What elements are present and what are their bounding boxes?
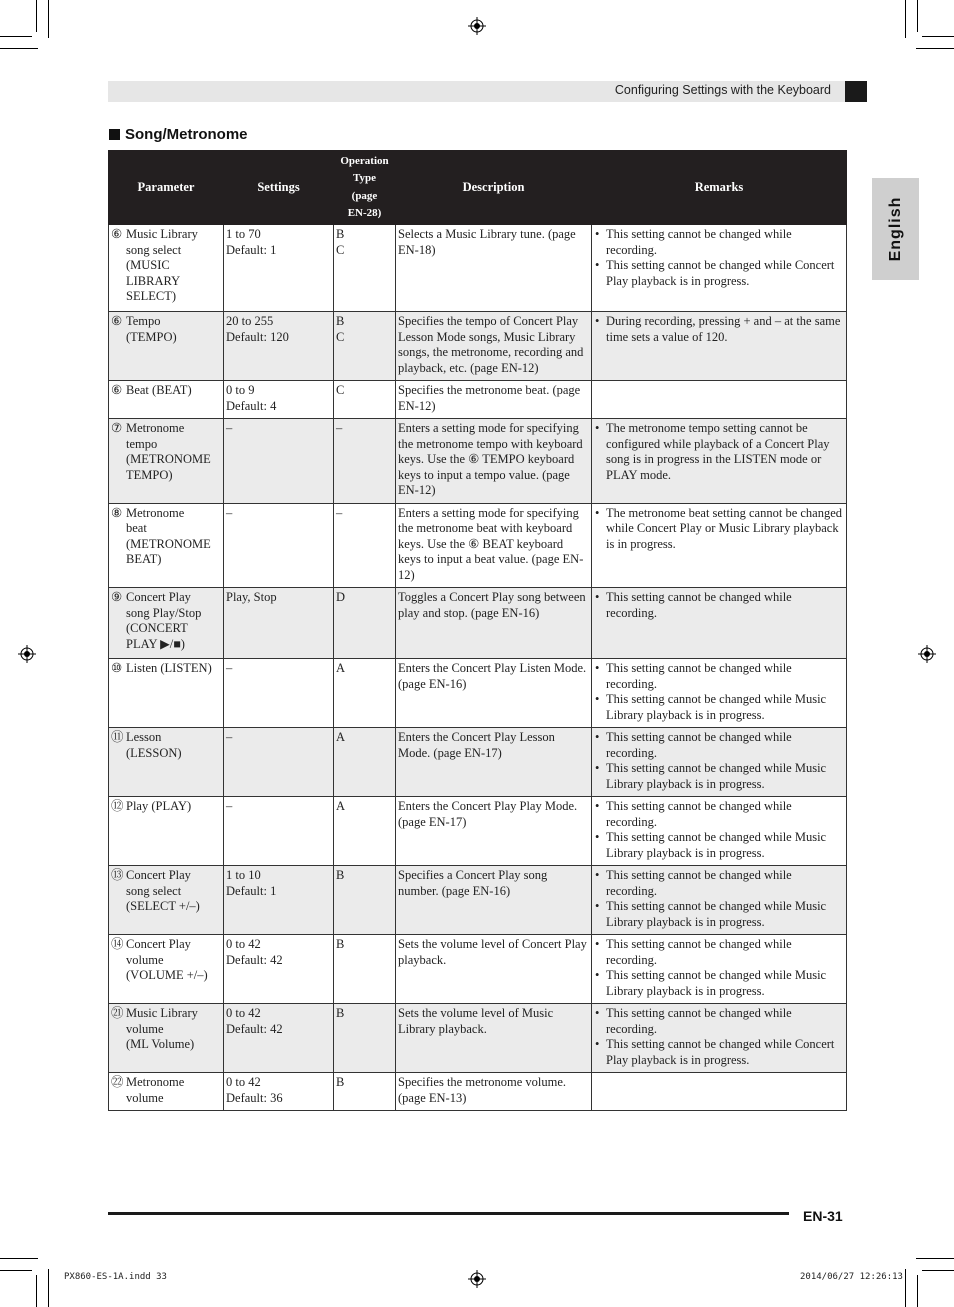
operation-type-cell <box>334 797 396 866</box>
parameter-name-line: beat <box>126 521 147 535</box>
remark-item: • This setting cannot be changed while Music Library playback is in progress. <box>594 968 844 999</box>
remarks-cell <box>592 381 847 419</box>
parameter-name-line: volume <box>126 1021 164 1036</box>
registration-mark-icon <box>18 645 36 663</box>
parameter-name-line: PLAY ▶/■) <box>126 636 185 651</box>
remarks-cell <box>592 935 847 1004</box>
settings-cell <box>224 225 334 312</box>
settings-line: 0 to 9 <box>226 383 255 397</box>
remarks-list <box>594 314 844 345</box>
operation-type-line: C <box>336 383 345 397</box>
description-cell: Specifies a Concert Play song number. (page EN-16) <box>396 866 592 935</box>
settings-table <box>108 150 847 1111</box>
table-header-row <box>109 151 847 225</box>
parameter-name-line: (VOLUME +/–) <box>126 968 208 982</box>
table-row <box>109 797 847 866</box>
crop-mark <box>36 1275 37 1307</box>
operation-type-cell <box>334 225 396 312</box>
running-header <box>108 81 845 102</box>
crop-mark <box>905 0 906 38</box>
remarks-list <box>594 661 844 723</box>
parameter-name <box>126 421 221 483</box>
settings-line: Play, Stop <box>226 590 277 604</box>
parameter-name-line: Metronome <box>126 1075 185 1089</box>
remarks-cell <box>592 1004 847 1073</box>
remark-item: • This setting cannot be changed while Music Library playback is in progress. <box>594 761 844 792</box>
operation-type-line: B <box>336 314 345 328</box>
remark-item: • This setting cannot be changed while recording. <box>594 227 844 258</box>
parameter-name <box>126 799 221 815</box>
operation-type-cell <box>334 659 396 728</box>
table-row <box>109 659 847 728</box>
parameter-cell <box>109 503 224 588</box>
page-number: EN-31 <box>803 1208 843 1224</box>
parameter-name <box>126 590 221 652</box>
remarks-cell <box>592 588 847 659</box>
parameter-name <box>126 314 221 345</box>
settings-cell <box>224 1073 334 1111</box>
parameter-number: ⑦ <box>111 421 123 435</box>
running-header-title: Configuring Settings with the Keyboard <box>614 83 831 97</box>
parameter <box>111 661 221 677</box>
settings-line: Default: 1 <box>226 242 277 257</box>
crop-mark <box>917 0 918 32</box>
parameter-name-line: Lesson <box>126 730 162 744</box>
slug-filename: PX860-ES-1A.indd 33 <box>64 1272 167 1282</box>
remark-item: • This setting cannot be changed while Concert Play playback is in progress. <box>594 1037 844 1068</box>
settings-cell <box>224 419 334 504</box>
settings-cell <box>224 1004 334 1073</box>
parameter-number: ⑥ <box>111 314 123 328</box>
parameter-number: ⑥ <box>111 227 123 241</box>
remark-item: • During recording, pressing + and – at the same time sets a value of 120. <box>594 314 844 345</box>
settings-cell <box>224 659 334 728</box>
settings-cell <box>224 588 334 659</box>
parameter <box>111 383 221 399</box>
description-cell: Enters the Concert Play Listen Mode. (page EN-16) <box>396 659 592 728</box>
description-cell: Enters a setting mode for specifying the metronome beat with keyboard keys. Use the ⑥ BEAT keyboard keys to input a beat value. (page EN-12) <box>396 503 592 588</box>
remarks-cell <box>592 659 847 728</box>
remark-item: • This setting cannot be changed while Concert Play playback is in progress. <box>594 258 844 289</box>
parameter-name-line: (SELECT +/–) <box>126 899 200 913</box>
table-row <box>109 1004 847 1073</box>
parameter-name-line: TEMPO) <box>126 467 173 482</box>
operation-type-line: D <box>336 590 346 604</box>
parameter-name <box>126 1075 221 1106</box>
parameter-number: ㉑ <box>111 1006 124 1020</box>
remarks-list <box>594 868 844 930</box>
remarks-list <box>594 421 844 483</box>
parameter <box>111 868 221 915</box>
parameter-number: ⑥ <box>111 383 123 397</box>
remark-item: • The metronome tempo setting cannot be configured while playback of a Concert Play song is in progress in the LISTEN mode or PLAY mode. <box>594 421 844 483</box>
crop-mark <box>48 1269 49 1307</box>
operation-type-line: C <box>336 242 345 257</box>
parameter-cell <box>109 1073 224 1111</box>
column-header-description: Description <box>396 151 592 225</box>
parameter-cell <box>109 659 224 728</box>
parameter-number: ⑬ <box>111 868 124 882</box>
parameter-name-line: Concert Play <box>126 937 191 951</box>
operation-type-cell <box>334 866 396 935</box>
settings-cell <box>224 312 334 381</box>
settings-line: 1 to 70 <box>226 227 261 241</box>
remarks-cell <box>592 797 847 866</box>
parameter-name-line: (METRONOME <box>126 452 211 466</box>
section-heading <box>109 126 248 143</box>
parameter-cell <box>109 312 224 381</box>
settings-cell <box>224 381 334 419</box>
column-header-parameter: Parameter <box>109 151 224 225</box>
operation-type-line: B <box>336 1075 345 1089</box>
crop-mark <box>916 48 954 49</box>
description-cell: Enters the Concert Play Play Mode. (page EN-17) <box>396 797 592 866</box>
settings-line: – <box>226 505 233 520</box>
column-header-line: (page <box>351 189 378 202</box>
parameter <box>111 799 221 815</box>
parameter-number: ⑩ <box>111 661 123 675</box>
registration-mark-icon <box>918 645 936 663</box>
remarks-list <box>594 730 844 792</box>
description-cell: Enters a setting mode for specifying the metronome tempo with keyboard keys. Use the ⑥ TEMPO keyboard keys to input a tempo value. (page EN-12) <box>396 419 592 504</box>
operation-type-cell <box>334 1073 396 1111</box>
parameter-cell <box>109 935 224 1004</box>
parameter-cell <box>109 1004 224 1073</box>
parameter-name-line: song select <box>126 883 182 898</box>
table-row <box>109 588 847 659</box>
parameter <box>111 1075 221 1106</box>
column-header-line: Operation <box>340 154 389 167</box>
parameter <box>111 314 221 345</box>
parameter-number: ⑪ <box>111 730 124 744</box>
operation-type-cell <box>334 1004 396 1073</box>
crop-mark <box>916 1258 954 1259</box>
description-cell: Selects a Music Library tune. (page EN-18) <box>396 225 592 312</box>
parameter-name-line: Concert Play <box>126 590 191 604</box>
settings-line: 0 to 42 <box>226 1075 261 1089</box>
crop-mark <box>922 1270 954 1271</box>
registration-mark-icon <box>468 1270 486 1288</box>
settings-line: Default: 120 <box>226 329 289 344</box>
remark-item: • This setting cannot be changed while recording. <box>594 868 844 899</box>
operation-type-cell <box>334 728 396 797</box>
remarks-list <box>594 1006 844 1068</box>
parameter-name-line: Beat (BEAT) <box>126 383 192 397</box>
parameter-name-line: song select <box>126 242 182 257</box>
parameter <box>111 590 221 652</box>
parameter-name <box>126 506 221 568</box>
settings-cell <box>224 935 334 1004</box>
parameter-number: ⑫ <box>111 799 124 813</box>
parameter-cell <box>109 797 224 866</box>
parameter-name-line: SELECT) <box>126 289 176 303</box>
column-header-remarks: Remarks <box>592 151 847 225</box>
remarks-cell <box>592 728 847 797</box>
remarks-cell <box>592 225 847 312</box>
description-cell: Toggles a Concert Play song between play and stop. (page EN-16) <box>396 588 592 659</box>
settings-line: 0 to 42 <box>226 1006 261 1020</box>
table-row <box>109 225 847 312</box>
column-header-line: Type <box>352 172 377 184</box>
table-row <box>109 935 847 1004</box>
parameter-name-line: Play (PLAY) <box>126 799 192 813</box>
settings-line: Default: 42 <box>226 952 283 967</box>
operation-type-line: – <box>336 421 343 435</box>
operation-type-cell <box>334 588 396 659</box>
remarks-list <box>594 937 844 999</box>
parameter-name <box>126 1006 221 1053</box>
parameter <box>111 730 221 761</box>
parameter <box>111 506 221 568</box>
parameter <box>111 1006 221 1053</box>
parameter-name-line: (LESSON) <box>126 745 182 760</box>
operation-type-line: A <box>336 661 346 675</box>
parameter-name <box>126 661 221 677</box>
parameter-name-line: Concert Play <box>126 868 191 882</box>
parameter-name-line: (MUSIC <box>126 258 170 272</box>
remark-item: • This setting cannot be changed while recording. <box>594 799 844 830</box>
description-cell: Sets the volume level of Music Library playback. <box>396 1004 592 1073</box>
settings-line: 20 to 255 <box>226 314 274 328</box>
table-row <box>109 1073 847 1111</box>
language-tab-label: English <box>886 196 904 262</box>
parameter-name-line: volume <box>126 1090 164 1105</box>
parameter-name <box>126 730 221 761</box>
settings-cell <box>224 503 334 588</box>
remark-item: • This setting cannot be changed while Music Library playback is in progress. <box>594 899 844 930</box>
settings-line: 1 to 10 <box>226 868 261 882</box>
remark-item: • This setting cannot be changed while recording. <box>594 730 844 761</box>
parameter-name-line: Music Library <box>126 227 198 241</box>
remarks-cell <box>592 312 847 381</box>
parameter-name-line: Metronome <box>126 421 185 435</box>
description-cell: Specifies the metronome beat. (page EN-12) <box>396 381 592 419</box>
parameter-name <box>126 937 221 984</box>
parameter-name <box>126 227 221 305</box>
language-tab <box>872 178 919 280</box>
column-header-line: EN-28) <box>347 207 382 219</box>
operation-type-line: A <box>336 799 346 813</box>
section-title: Song/Metronome <box>125 126 248 143</box>
description-cell: Enters the Concert Play Lesson Mode. (page EN-17) <box>396 728 592 797</box>
operation-type-line: B <box>336 937 345 951</box>
running-header-block <box>845 81 867 102</box>
remarks-cell <box>592 1073 847 1111</box>
settings-cell <box>224 797 334 866</box>
operation-type-cell <box>334 381 396 419</box>
remark-item: • This setting cannot be changed while recording. <box>594 937 844 968</box>
settings-line: Default: 42 <box>226 1021 283 1036</box>
crop-mark <box>0 48 38 49</box>
parameter-name-line: Tempo <box>126 314 161 328</box>
parameter-cell <box>109 728 224 797</box>
settings-cell <box>224 866 334 935</box>
remark-item: • This setting cannot be changed while Music Library playback is in progress. <box>594 830 844 861</box>
parameter-cell <box>109 588 224 659</box>
description-cell: Sets the volume level of Concert Play playback. <box>396 935 592 1004</box>
description-cell: Specifies the tempo of Concert Play Lesson Mode songs, Music Library songs, the metronome, recording and playback, etc. (page EN-12) <box>396 312 592 381</box>
operation-type-cell <box>334 503 396 588</box>
remarks-list <box>594 590 844 621</box>
remarks-cell <box>592 503 847 588</box>
parameter-name-line: BEAT) <box>126 552 162 566</box>
parameter-name <box>126 383 221 399</box>
remark-item: • This setting cannot be changed while recording. <box>594 661 844 692</box>
crop-mark <box>917 1275 918 1307</box>
footer-rule <box>108 1212 789 1215</box>
parameter-number: ⑭ <box>111 937 124 951</box>
settings-line: Default: 36 <box>226 1090 283 1105</box>
remarks-list <box>594 506 844 553</box>
remarks-list <box>594 799 844 861</box>
settings-line: – <box>226 730 233 744</box>
crop-mark <box>0 1258 38 1259</box>
column-header-settings: Settings <box>224 151 334 225</box>
remarks-cell <box>592 419 847 504</box>
operation-type-line: B <box>336 1006 345 1020</box>
operation-type-line: B <box>336 868 345 882</box>
parameter-name-line: (TEMPO) <box>126 329 177 344</box>
remark-item: • This setting cannot be changed while recording. <box>594 590 844 621</box>
parameter-number: ㉒ <box>111 1075 124 1089</box>
parameter-cell <box>109 866 224 935</box>
parameter-cell <box>109 419 224 504</box>
settings-line: – <box>226 799 233 813</box>
table-row <box>109 419 847 504</box>
parameter-name <box>126 868 221 915</box>
operation-type-cell <box>334 419 396 504</box>
crop-mark <box>922 36 954 37</box>
crop-mark <box>36 0 37 32</box>
settings-line: Default: 1 <box>226 883 277 898</box>
parameter <box>111 421 221 483</box>
settings-line: – <box>226 661 233 675</box>
settings-line: – <box>226 421 233 435</box>
parameter-name-line: Music Library <box>126 1006 198 1020</box>
remark-item: • This setting cannot be changed while recording. <box>594 1006 844 1037</box>
parameter-name-line: LIBRARY <box>126 273 181 288</box>
parameter <box>111 937 221 984</box>
parameter-cell <box>109 381 224 419</box>
operation-type-line: A <box>336 730 346 744</box>
parameter-name-line: (ML Volume) <box>126 1037 195 1051</box>
operation-type-line: C <box>336 329 345 344</box>
settings-line: 0 to 42 <box>226 937 261 951</box>
parameter <box>111 227 221 305</box>
parameter-name-line: song Play/Stop <box>126 605 202 620</box>
table-row <box>109 866 847 935</box>
parameter-number: ⑨ <box>111 590 123 604</box>
square-bullet-icon <box>109 129 120 140</box>
parameter-name-line: volume <box>126 952 164 967</box>
operation-type-line: – <box>336 505 343 520</box>
crop-mark <box>905 1269 906 1307</box>
description-cell: Specifies the metronome volume. (page EN-13) <box>396 1073 592 1111</box>
remark-item: • The metronome beat setting cannot be changed while Concert Play or Music Library playback is in progress. <box>594 506 844 553</box>
table-row <box>109 728 847 797</box>
operation-type-cell <box>334 935 396 1004</box>
table-row <box>109 312 847 381</box>
parameter-name-line: (CONCERT <box>126 621 188 635</box>
settings-line: Default: 4 <box>226 398 277 413</box>
parameter-number: ⑧ <box>111 505 123 520</box>
parameter-name-line: Metronome <box>126 505 185 520</box>
settings-cell <box>224 728 334 797</box>
slug-timestamp: 2014/06/27 12:26:13 <box>800 1272 903 1282</box>
column-header-operation-type <box>334 151 396 225</box>
parameter-name-line: (METRONOME <box>126 536 211 551</box>
remarks-list <box>594 227 844 289</box>
table-row <box>109 381 847 419</box>
table-row <box>109 503 847 588</box>
registration-mark-icon <box>468 17 486 35</box>
operation-type-line: B <box>336 227 345 241</box>
remarks-cell <box>592 866 847 935</box>
parameter-name-line: tempo <box>126 436 158 451</box>
crop-mark <box>0 1270 32 1271</box>
operation-type-cell <box>334 312 396 381</box>
parameter-name-line: Listen (LISTEN) <box>126 661 212 675</box>
remark-item: • This setting cannot be changed while Music Library playback is in progress. <box>594 692 844 723</box>
crop-mark <box>48 0 49 38</box>
parameter-cell <box>109 225 224 312</box>
crop-mark <box>0 36 32 37</box>
